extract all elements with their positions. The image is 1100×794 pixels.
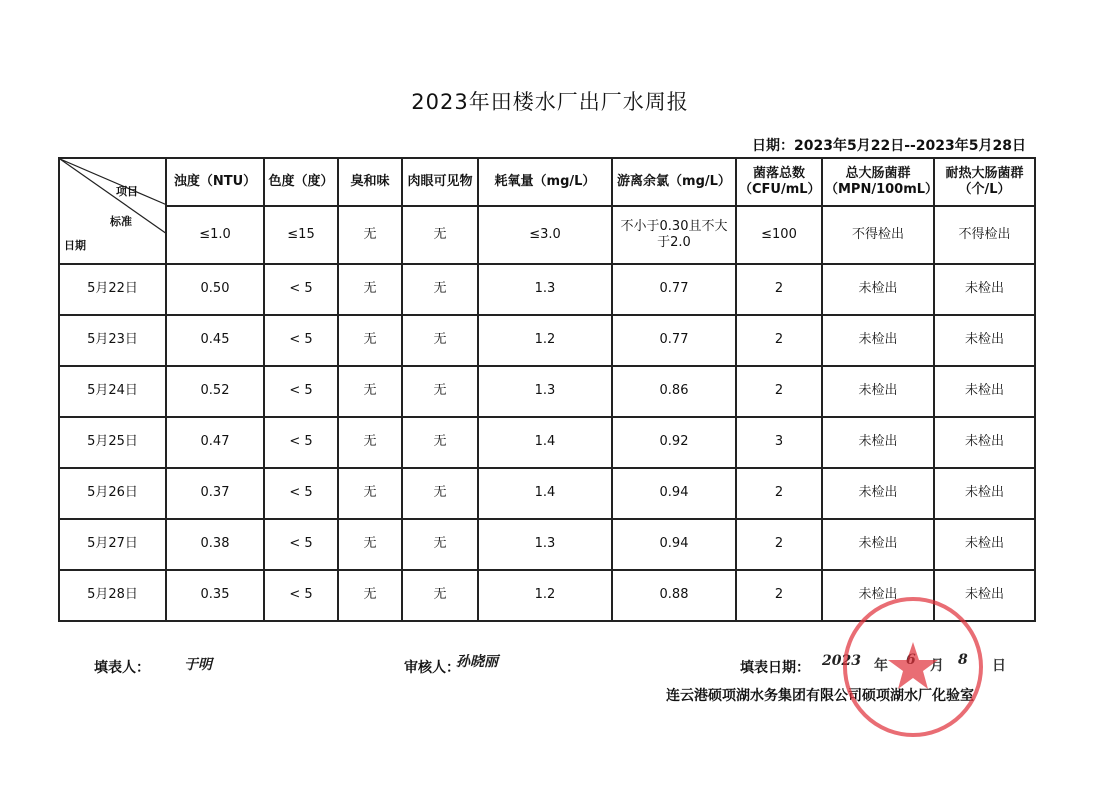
cell-visible-matter: 无 xyxy=(402,519,478,570)
cell-turbidity: 0.45 xyxy=(166,315,264,366)
cell-total-coliform: 未检出 xyxy=(822,417,934,468)
col-header-total-coliform: 总大肠菌群（MPN/100mL） xyxy=(822,158,934,206)
col-header-visible-matter: 肉眼可见物 xyxy=(402,158,478,206)
cell-chroma: < 5 xyxy=(264,264,338,315)
cell-chroma: < 5 xyxy=(264,315,338,366)
cell-total-coliform: 未检出 xyxy=(822,519,934,570)
cell-free-chlorine: 0.94 xyxy=(612,519,736,570)
cell-thermotolerant-coliform: 未检出 xyxy=(934,315,1035,366)
cell-turbidity: 0.38 xyxy=(166,519,264,570)
corner-date-label: 日期 xyxy=(64,239,86,252)
cell-free-chlorine: 0.92 xyxy=(612,417,736,468)
cell-odor: 无 xyxy=(338,264,402,315)
date-cell: 5月22日 xyxy=(59,264,166,315)
cell-free-chlorine: 0.94 xyxy=(612,468,736,519)
table-row xyxy=(59,519,1035,570)
cell-thermotolerant-coliform: 未检出 xyxy=(934,468,1035,519)
cell-turbidity: 0.37 xyxy=(166,468,264,519)
day-unit: 日 xyxy=(992,658,1006,674)
cell-free-chlorine: 0.77 xyxy=(612,264,736,315)
standard-cell: ≤3.0 xyxy=(478,206,612,264)
cell-thermotolerant-coliform: 未检出 xyxy=(934,519,1035,570)
report-date-range: 日期：2023年5月22日--2023年5月28日 xyxy=(752,138,1026,154)
table-row xyxy=(59,366,1035,417)
cell-total-coliform: 未检出 xyxy=(822,264,934,315)
fill-date-year: 2023 xyxy=(822,653,861,669)
col-header-colony-count: 菌落总数（CFU/mL） xyxy=(736,158,822,206)
fill-date-label: 填表日期： xyxy=(740,660,810,676)
cell-total-coliform: 未检出 xyxy=(822,570,934,621)
col-header-odor: 臭和味 xyxy=(338,158,402,206)
seal-star-icon xyxy=(888,642,938,689)
report-title: 2023年田楼水厂出厂水周报 xyxy=(411,90,689,114)
cell-chroma: < 5 xyxy=(264,417,338,468)
cell-free-chlorine: 0.88 xyxy=(612,570,736,621)
standard-cell: 不得检出 xyxy=(934,206,1035,264)
cell-visible-matter: 无 xyxy=(402,366,478,417)
table-row xyxy=(59,264,1035,315)
month-unit: 月 xyxy=(930,658,944,674)
cell-colony-count: 2 xyxy=(736,570,822,621)
cell-odor: 无 xyxy=(338,315,402,366)
cell-colony-count: 2 xyxy=(736,315,822,366)
cell-visible-matter: 无 xyxy=(402,570,478,621)
col-header-oxygen-consumption: 耗氧量（mg/L） xyxy=(478,158,612,206)
reviewer-signature: 孙晓丽 xyxy=(456,654,498,670)
cell-colony-count: 3 xyxy=(736,417,822,468)
standard-cell: 不得检出 xyxy=(822,206,934,264)
cell-total-coliform: 未检出 xyxy=(822,315,934,366)
cell-odor: 无 xyxy=(338,417,402,468)
date-cell: 5月28日 xyxy=(59,570,166,621)
cell-thermotolerant-coliform: 未检出 xyxy=(934,417,1035,468)
cell-oxygen-consumption: 1.3 xyxy=(478,519,612,570)
cell-oxygen-consumption: 1.4 xyxy=(478,417,612,468)
cell-odor: 无 xyxy=(338,468,402,519)
year-unit: 年 xyxy=(874,658,888,674)
cell-visible-matter: 无 xyxy=(402,315,478,366)
table-row xyxy=(59,417,1035,468)
table-row xyxy=(59,468,1035,519)
organization-name: 连云港硕项湖水务集团有限公司硕项湖水厂化验室 xyxy=(666,688,974,704)
date-cell: 5月23日 xyxy=(59,315,166,366)
cell-oxygen-consumption: 1.3 xyxy=(478,264,612,315)
date-cell: 5月26日 xyxy=(59,468,166,519)
date-cell: 5月25日 xyxy=(59,417,166,468)
cell-chroma: < 5 xyxy=(264,366,338,417)
cell-total-coliform: 未检出 xyxy=(822,468,934,519)
corner-standard-label: 标准 xyxy=(110,215,132,228)
corner-item-label: 项目 xyxy=(116,185,138,198)
cell-odor: 无 xyxy=(338,570,402,621)
cell-oxygen-consumption: 1.2 xyxy=(478,570,612,621)
col-header-free-chlorine: 游离余氯（mg/L） xyxy=(612,158,736,206)
standard-cell: ≤1.0 xyxy=(166,206,264,264)
cell-chroma: < 5 xyxy=(264,519,338,570)
cell-colony-count: 2 xyxy=(736,366,822,417)
cell-oxygen-consumption: 1.2 xyxy=(478,315,612,366)
cell-free-chlorine: 0.86 xyxy=(612,366,736,417)
cell-oxygen-consumption: 1.4 xyxy=(478,468,612,519)
table-row xyxy=(59,315,1035,366)
cell-visible-matter: 无 xyxy=(402,417,478,468)
standard-cell: 无 xyxy=(338,206,402,264)
cell-turbidity: 0.47 xyxy=(166,417,264,468)
cell-colony-count: 2 xyxy=(736,468,822,519)
cell-visible-matter: 无 xyxy=(402,468,478,519)
cell-turbidity: 0.50 xyxy=(166,264,264,315)
filler-signature: 于明 xyxy=(184,657,212,673)
cell-oxygen-consumption: 1.3 xyxy=(478,366,612,417)
cell-colony-count: 2 xyxy=(736,264,822,315)
standard-row xyxy=(59,206,1035,264)
fill-date-day: 8 xyxy=(958,652,968,668)
standard-cell: 无 xyxy=(402,206,478,264)
date-cell: 5月24日 xyxy=(59,366,166,417)
header-row xyxy=(59,158,1035,206)
col-header-turbidity: 浊度（NTU） xyxy=(166,158,264,206)
cell-turbidity: 0.35 xyxy=(166,570,264,621)
cell-odor: 无 xyxy=(338,519,402,570)
cell-free-chlorine: 0.77 xyxy=(612,315,736,366)
corner-header-cell xyxy=(59,158,166,264)
reviewer-label: 审核人： xyxy=(404,660,460,676)
col-header-chroma: 色度（度） xyxy=(264,158,338,206)
date-cell: 5月27日 xyxy=(59,519,166,570)
cell-odor: 无 xyxy=(338,366,402,417)
standard-cell: ≤15 xyxy=(264,206,338,264)
cell-chroma: < 5 xyxy=(264,468,338,519)
cell-thermotolerant-coliform: 未检出 xyxy=(934,264,1035,315)
cell-turbidity: 0.52 xyxy=(166,366,264,417)
official-seal-stamp xyxy=(838,592,988,742)
cell-thermotolerant-coliform: 未检出 xyxy=(934,366,1035,417)
cell-total-coliform: 未检出 xyxy=(822,366,934,417)
standard-cell: 不小于0.30且不大于2.0 xyxy=(612,206,736,264)
water-quality-table xyxy=(58,157,1036,622)
col-header-thermotolerant-coliform: 耐热大肠菌群（个/L） xyxy=(934,158,1035,206)
cell-visible-matter: 无 xyxy=(402,264,478,315)
cell-thermotolerant-coliform: 未检出 xyxy=(934,570,1035,621)
cell-colony-count: 2 xyxy=(736,519,822,570)
standard-cell: ≤100 xyxy=(736,206,822,264)
cell-chroma: < 5 xyxy=(264,570,338,621)
filler-label: 填表人： xyxy=(94,660,150,676)
